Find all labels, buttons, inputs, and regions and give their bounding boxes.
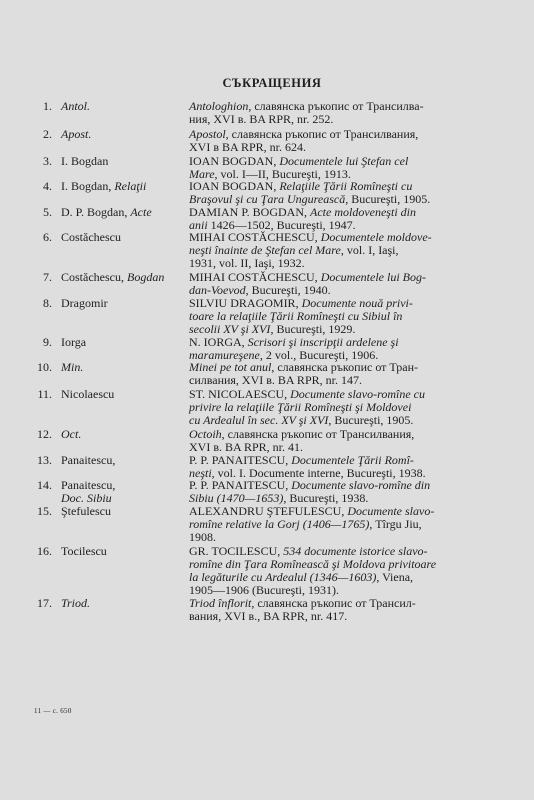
- entry-abbreviation: Ştefulescu: [61, 504, 111, 518]
- entry-abbreviation: Costăchescu, Bogdan: [61, 270, 165, 284]
- reference-line: privire la relaţiile Ţării Romîneşti şi Moldovei: [189, 400, 412, 414]
- reference-line: ALEXANDRU ŞTEFULESCU, Documente slavo-: [189, 504, 435, 518]
- entry-number: 7.: [43, 270, 52, 284]
- reference-line: DAMIAN P. BOGDAN, Acte moldoveneşti din: [189, 205, 416, 219]
- entry-number: 16.: [37, 544, 52, 558]
- entry-number: 10.: [37, 360, 52, 374]
- entry-abbreviation: Antol.: [61, 99, 90, 113]
- entry-reference: [189, 206, 503, 232]
- entry-abbreviation: Panaitescu, Doc. Sibiu: [61, 478, 116, 505]
- entry-abbreviation: Min.: [61, 360, 84, 374]
- reference-line: силвания, XVI в. BA RPR, nr. 147.: [189, 373, 362, 387]
- entry-number: 11.: [37, 387, 52, 401]
- entry-reference: [189, 297, 503, 336]
- entry-reference: [189, 361, 503, 387]
- reference-line: вания, XVI в., BA RPR, nr. 417.: [189, 609, 348, 623]
- entry-reference: [189, 180, 503, 206]
- entry-reference: [189, 231, 503, 270]
- entry-reference: [189, 271, 503, 297]
- entry-abbreviation: Apost.: [61, 127, 92, 141]
- entry-reference: [189, 155, 503, 181]
- reference-line: neşti înainte de Ştefan cel Mare, vol. I, Iaşi,: [189, 243, 399, 257]
- reference-line: P. P. PANAITESCU, Documente slavo-romîne din: [189, 478, 431, 492]
- entry-abbreviation: Dragomir: [61, 296, 108, 310]
- reference-line: ния, XVI в. BA RPR, nr. 252.: [189, 112, 334, 126]
- entry-abbreviation: Iorga: [61, 335, 87, 349]
- reference-line: cu Ardealul în sec. XV şi XVI, Bucureşti, 1905.: [189, 413, 414, 427]
- entry-reference: [189, 545, 503, 597]
- page-heading: СЪКРАЩЕНИЯ: [222, 76, 322, 90]
- entry-reference: [189, 388, 503, 427]
- reference-line: maramureşene, 2 vol., Bucureşti, 1906.: [189, 348, 379, 362]
- entry-abbreviation: Nicolaescu: [61, 387, 115, 401]
- entry-abbreviation: I. Bogdan: [61, 154, 109, 168]
- entry-abbreviation: Triod.: [61, 596, 91, 610]
- reference-line: Apostol, славянска ръкопис от Трансилвания,: [189, 127, 419, 141]
- reference-line: Triod înflorit, славянска ръкопис от Трансил-: [189, 596, 416, 610]
- reference-line: 1905—1906 (Bucureşti, 1931).: [189, 583, 339, 597]
- reference-line: N. IORGA, Scrisori şi inscripţii ardelene şi: [189, 335, 399, 349]
- reference-line: la legăturile cu Ardealul (1346—1603), Viena,: [189, 570, 414, 584]
- reference-line: toare la relaţiile Ţării Romîneşti cu Sibiul în: [189, 309, 403, 323]
- reference-line: Braşovul şi cu Ţara Ungurească, Bucureşti, 1905.: [189, 192, 431, 206]
- reference-line: Minei pe tot anul, славянска ръкопис от Тран-: [189, 360, 419, 374]
- reference-line: Sibiu (1470—1653), Bucureşti, 1938.: [189, 491, 369, 505]
- reference-line: XVI в. BA RPR, nr. 41.: [189, 440, 304, 454]
- reference-line: MIHAI COSTĂCHESCU, Documentele lui Bog-: [189, 270, 426, 284]
- entry-number: 13.: [37, 453, 52, 467]
- reference-line: SILVIU DRAGOMIR, Documente nouă privi-: [189, 296, 413, 310]
- entry-number: 17.: [37, 596, 52, 610]
- entry-abbreviation: Oct.: [61, 427, 82, 441]
- reference-line: ST. NICOLAESCU, Documente slavo-romîne cu: [189, 387, 425, 401]
- reference-line: 1931, vol. II, Iaşi, 1932.: [189, 256, 305, 270]
- reference-line: Octoih, славянска ръкопис от Трансилвания,: [189, 427, 415, 441]
- entry-reference: [189, 100, 503, 126]
- reference-line: Mare, vol. I—II, Bucureşti, 1913.: [189, 167, 351, 181]
- entry-number: 14.: [37, 478, 52, 492]
- entry-reference: [189, 479, 503, 505]
- reference-line: MIHAI COSTĂCHESCU, Documentele moldove-: [189, 230, 432, 244]
- entry-number: 4.: [43, 179, 52, 193]
- reference-line: XVI в BA RPR, nr. 624.: [189, 140, 307, 154]
- entry-abbreviation: Tocilescu: [61, 544, 107, 558]
- entry-number: 2.: [43, 127, 52, 141]
- entry-number: 5.: [43, 205, 52, 219]
- entry-number: 1.: [43, 99, 52, 113]
- reference-line: GR. TOCILESCU, 534 documente istorice slavo-: [189, 544, 428, 558]
- entry-reference: [189, 428, 503, 454]
- reference-line: neşti, vol. I. Documente interne, Bucureşti, 1938.: [189, 466, 426, 480]
- entry-number: 6.: [43, 230, 52, 244]
- entry-number: 15.: [37, 504, 52, 518]
- reference-line: romîne din Ţara Romînească şi Moldova privitoare: [189, 557, 437, 571]
- entry-abbreviation: Costăchescu: [61, 230, 121, 244]
- entry-abbreviation: I. Bogdan, Relaţii: [61, 179, 147, 193]
- reference-line: IOAN BOGDAN, Relaţiile Ţării Romîneşti cu: [189, 179, 413, 193]
- entry-number: 8.: [43, 296, 52, 310]
- reference-line: dan-Voevod, Bucureşti, 1940.: [189, 283, 331, 297]
- entry-abbreviation: D. P. Bogdan, Acte: [61, 205, 152, 219]
- entry-reference: [189, 336, 503, 362]
- reference-line: P. P. PANAITESCU, Documentele Ţării Romî-: [189, 453, 414, 467]
- entry-reference: [189, 128, 503, 154]
- entry-number: 9.: [43, 335, 52, 349]
- reference-line: romîne relative la Gorj (1406—1765), Tîrgu Jiu,: [189, 517, 422, 531]
- reference-line: 1908.: [189, 530, 216, 544]
- reference-line: IOAN BOGDAN, Documentele lui Ştefan cel: [189, 154, 409, 168]
- reference-line: secolii XV şi XVI, Bucureşti, 1929.: [189, 322, 356, 336]
- entry-number: 3.: [43, 154, 52, 168]
- reference-line: anii 1426—1502, Bucureşti, 1947.: [189, 218, 356, 232]
- entry-reference: [189, 597, 503, 623]
- reference-line: Antologhion, славянска ръкопис от Трансилва-: [189, 99, 424, 113]
- entry-reference: [189, 505, 503, 544]
- entry-abbreviation: Panaitescu,: [61, 453, 116, 467]
- entry-number: 12.: [37, 427, 52, 441]
- page-footer: 11 — c. 650: [34, 707, 72, 715]
- entry-reference: [189, 454, 503, 480]
